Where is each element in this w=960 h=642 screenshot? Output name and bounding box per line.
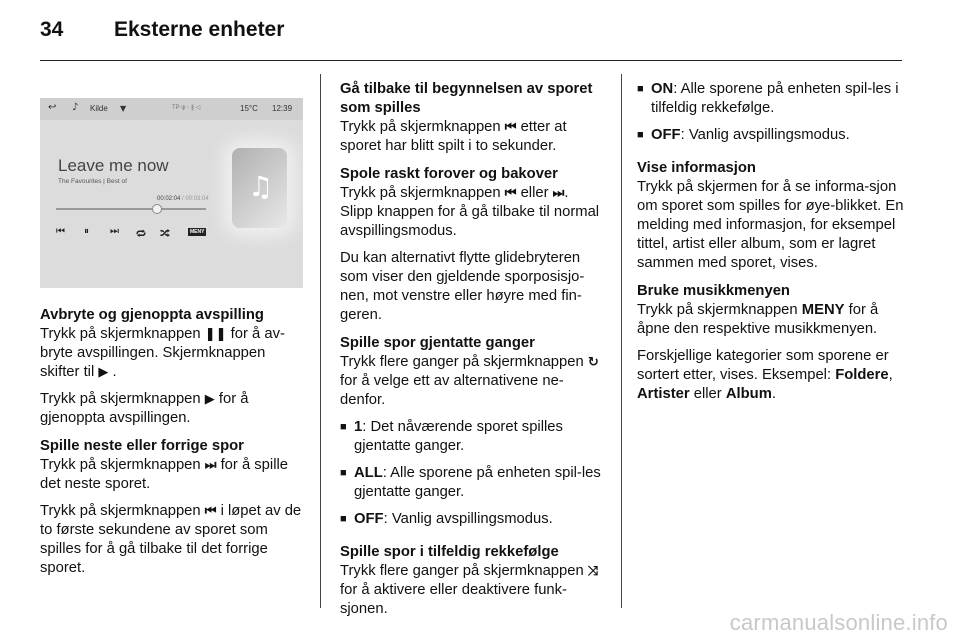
list-item: ■ ON: Alle sporene på enheten spil-les i tilfeldig rekkefølge. (637, 81, 899, 116)
paragraph: Trykk på skjermknappen ⏮ eller ⏭. Slipp knappen for å gå tilbake til normal avspillingsmodus. (340, 185, 600, 239)
list-item: ■ OFF: Vanlig avspillingsmodus. (637, 127, 850, 143)
paragraph: Trykk på skjermknappen ❚❚ for å av-bryte avspillingen. Skjermknappen skifter til ▶ . (40, 326, 285, 380)
repeat-icon: 🔁︎ (136, 229, 146, 240)
pause-icon: ⏸ (84, 226, 89, 237)
progress-bar (56, 208, 206, 210)
heading: Gå tilbake til begynnelsen av sporet som spilles (340, 81, 593, 116)
album-line: The Favourites | Best of (58, 178, 127, 185)
shuffle-icon: 🔀︎ (160, 229, 170, 240)
heading: Bruke musikkmenyen (637, 283, 790, 299)
music-note-icon: ♪ (72, 102, 79, 113)
play-icon: ▶ (204, 392, 215, 407)
header-rule (40, 60, 902, 61)
temperature: 15°C (240, 104, 258, 113)
column-3 (637, 80, 905, 412)
shuffle-icon: ⤨ (587, 564, 599, 579)
column-divider (621, 74, 622, 608)
paragraph: Trykk på skjermknappen ⏮ i løpet av de to første sekundene av sporet som spilles for å gå tilbake til det forrige sporet. (40, 503, 302, 576)
repeat-icon: ↻ (587, 355, 599, 370)
next-track-icon: ⏭ (110, 226, 119, 237)
paragraph: Trykk på skjermknappen ▶ for å gjenoppta avspillingen. (40, 391, 249, 426)
heading: Spille neste eller forrige spor (40, 438, 244, 454)
heading: Spille spor gjentatte ganger (340, 335, 535, 351)
paragraph: Trykk på skjermknappen ⏮ etter at sporet har blitt spilt i to sekunder. (340, 119, 567, 154)
column-1 (40, 306, 308, 586)
heading: Spille spor i tilfeldig rekkefølge (340, 544, 559, 560)
pause-icon: ❚❚ (204, 327, 227, 342)
heading: Spole raskt forover og bakover (340, 166, 558, 182)
track-time (157, 196, 209, 202)
song-title: Leave me now (58, 156, 169, 175)
music-note-icon: ♫ (248, 170, 274, 203)
back-arrow-icon: ↩ (48, 102, 57, 113)
previous-track-icon: ⏮ (504, 186, 517, 201)
total-time: / 00:03:04 (182, 196, 209, 202)
column-divider (320, 74, 321, 608)
progress-knob (152, 204, 162, 214)
play-icon: ▶ (98, 365, 109, 380)
paragraph: Trykk på skjermknappen MENY for å åpne den respektive musikkmenyen. (637, 302, 879, 337)
next-track-icon: ⏭ (552, 186, 565, 201)
list-item: ■ ALL: Alle sporene på enheten spil-les gjentatte ganger. (340, 465, 601, 500)
watermark: carmanualsonline.info (729, 610, 948, 635)
paragraph: Trykk flere ganger på skjermknappen ⤨ for å aktivere eller deaktivere funk-sjonen. (340, 563, 599, 617)
page-header (40, 18, 284, 42)
status-icons: TP ψ ◦ ∦ ◁ (172, 105, 201, 111)
previous-track-icon: ⏮ (504, 120, 517, 135)
previous-track-icon: ⏮ (56, 226, 65, 237)
album-art (232, 148, 287, 228)
previous-track-icon: ⏮ (204, 504, 217, 519)
meny-button: MENY (190, 229, 205, 235)
next-track-icon: ⏭ (204, 458, 217, 473)
heading: Avbryte og gjenoppta avspilling (40, 307, 264, 323)
paragraph: Trykk på skjermknappen ⏭ for å spille det neste sporet. (40, 457, 289, 492)
clock: 12:39 (272, 104, 293, 113)
paragraph: Trykk på skjermen for å se informa-sjon om sporet som spilles for øye-blikket. En melding med informasjon, for eksempel tittel, artist eller album, som er lagret sammen med sporet, vises. (637, 179, 904, 271)
chevron-down-icon: ▼ (120, 104, 127, 113)
list-item: ■ 1: Det nåværende sporet spilles gjentatte ganger. (340, 419, 563, 454)
page-number: 34 (40, 18, 64, 41)
elapsed-time: 00:02:04 (157, 196, 181, 202)
paragraph: Du kan alternativt flytte glidebryteren som viser den gjeldende sporposisjo-nen, mot venstre eller høyre med fin-geren. (340, 250, 585, 323)
column-2 (340, 80, 604, 627)
page-title: Eksterne enheter (114, 18, 285, 41)
list-item: ■ OFF: Vanlig avspillingsmodus. (340, 511, 553, 527)
heading: Vise informasjon (637, 160, 756, 176)
screen-top-bar (40, 98, 303, 120)
infotainment-screen-image (40, 98, 303, 288)
paragraph: Forskjellige kategorier som sporene er sortert etter, vises. Eksempel: Foldere, Artister eller Album. (637, 348, 893, 402)
source-label: Kilde (90, 104, 108, 113)
paragraph: Trykk flere ganger på skjermknappen ↻ for å velge ett av alternativene ne-denfor. (340, 354, 599, 408)
